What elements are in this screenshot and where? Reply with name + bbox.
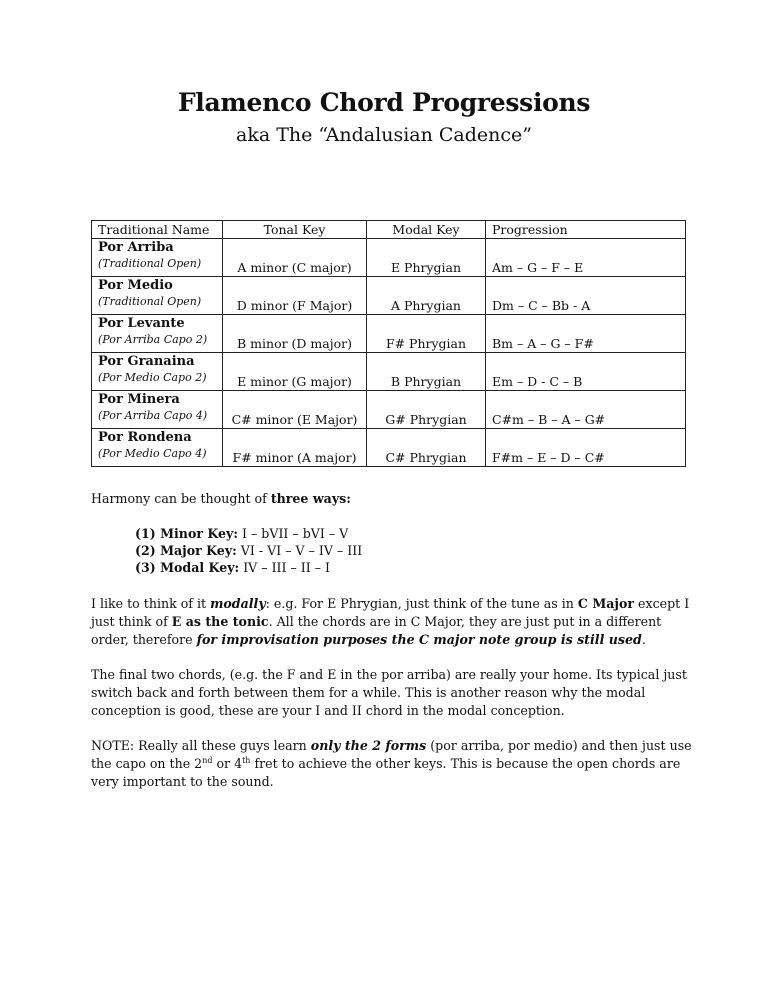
table-row — [92, 315, 686, 353]
text-run: fret to achieve the other keys. This is because the open chords are very important to the sound. — [91, 756, 681, 789]
table-row — [92, 391, 686, 429]
ordinal-suffix: nd — [202, 756, 213, 765]
table-row — [92, 429, 686, 467]
traditional-name: Por Rondena — [98, 430, 192, 445]
tonal-key-cell: C# minor (E Major) — [223, 391, 367, 429]
table-row — [92, 353, 686, 391]
modal-key-cell: B Phrygian — [367, 353, 486, 391]
harmony-intro-text: Harmony can be thought of — [91, 491, 271, 506]
column-header: Traditional Name — [92, 221, 223, 239]
text-run: (por arriba, por medio) and then just use the capo on the 2 — [91, 738, 692, 771]
traditional-name-cell — [92, 429, 223, 467]
tonal-key-cell: F# minor (A major) — [223, 429, 367, 467]
tonal-key-cell: B minor (D major) — [223, 315, 367, 353]
traditional-name-cell — [92, 239, 223, 277]
modal-key-cell: E Phrygian — [367, 239, 486, 277]
table-header-row — [92, 221, 686, 239]
text-run: I like to think of it — [91, 596, 211, 611]
traditional-name: Por Levante — [98, 316, 185, 331]
progression-table — [91, 220, 686, 467]
modal-key-cell: A Phrygian — [367, 277, 486, 315]
traditional-name: Por Granaina — [98, 354, 195, 369]
traditional-name-cell — [92, 353, 223, 391]
home-chords-paragraph: The final two chords, (e.g. the F and E in the por arriba) are really your home. Its typical just switch back and forth between them for a while. This is another reason why the modal conception is good, these are your I and II chord in the modal conception. — [91, 667, 687, 718]
traditional-note: (Traditional Open) — [98, 295, 202, 308]
way-value: I – bVII – bVI – V — [238, 526, 349, 541]
way-value: IV – III – II – I — [239, 560, 331, 575]
traditional-name: Por Medio — [98, 278, 173, 293]
list-item — [135, 559, 362, 576]
traditional-name-cell — [92, 315, 223, 353]
page-subtitle: aka The “Andalusian Cadence” — [236, 124, 532, 146]
progression-cell: C#m – B – A – G# — [486, 391, 686, 429]
bold-text: E as the tonic — [171, 614, 269, 629]
column-header: Tonal Key — [223, 221, 367, 239]
traditional-name-cell — [92, 391, 223, 429]
progression-cell: Am – G – F – E — [486, 239, 686, 277]
column-header: Progression — [486, 221, 686, 239]
traditional-note: (Por Arriba Capo 2) — [98, 333, 208, 346]
way-label: (3) Modal Key: — [135, 560, 240, 575]
traditional-note: (Traditional Open) — [98, 257, 202, 270]
note-paragraph — [91, 737, 701, 791]
traditional-name-cell — [92, 277, 223, 315]
traditional-note: (Por Medio Capo 4) — [98, 447, 207, 460]
traditional-name: Por Arriba — [98, 240, 174, 255]
tonal-key-cell: D minor (F Major) — [223, 277, 367, 315]
way-label: (2) Major Key: — [135, 543, 237, 558]
way-label: (1) Minor Key: — [135, 526, 239, 541]
traditional-name: Por Minera — [98, 392, 180, 407]
harmony-intro-bold: three ways: — [270, 491, 351, 506]
emphasis-text: modally — [210, 596, 266, 611]
emphasis-text: only the 2 forms — [310, 738, 427, 753]
text-run: NOTE: Really all these guys learn — [91, 738, 311, 753]
progression-cell: Bm – A – G – F# — [486, 315, 686, 353]
modal-key-cell: G# Phrygian — [367, 391, 486, 429]
progression-cell: F#m – E – D – C# — [486, 429, 686, 467]
bold-text: C Major — [577, 596, 635, 611]
page-title: Flamenco Chord Progressions — [177, 88, 591, 117]
list-item — [135, 542, 362, 559]
modal-key-cell: C# Phrygian — [367, 429, 486, 467]
list-item — [135, 525, 362, 542]
text-run: . — [641, 632, 646, 647]
tonal-key-cell: A minor (C major) — [223, 239, 367, 277]
traditional-note: (Por Arriba Capo 4) — [98, 409, 208, 422]
modal-paragraph — [91, 595, 701, 649]
text-run: except I just think of — [91, 596, 690, 629]
harmony-ways-list — [135, 525, 362, 576]
text-run: : e.g. For E Phrygian, just think of the tune as in — [265, 596, 578, 611]
table-row — [92, 277, 686, 315]
traditional-note: (Por Medio Capo 2) — [98, 371, 207, 384]
text-run: or 4 — [212, 756, 243, 771]
ordinal-suffix: th — [242, 756, 251, 765]
modal-key-cell: F# Phrygian — [367, 315, 486, 353]
harmony-intro — [91, 490, 701, 508]
table-row — [92, 239, 686, 277]
emphasis-text: for improvisation purposes the C major note group is still used — [196, 632, 642, 647]
text-run: . All the chords are in C Major, they are just put in a different order, therefore — [91, 614, 662, 647]
way-value: VI - VI – V – IV – III — [236, 543, 363, 558]
progression-cell: Em – D - C – B — [486, 353, 686, 391]
column-header: Modal Key — [367, 221, 486, 239]
tonal-key-cell: E minor (G major) — [223, 353, 367, 391]
progression-cell: Dm – C – Bb - A — [486, 277, 686, 315]
